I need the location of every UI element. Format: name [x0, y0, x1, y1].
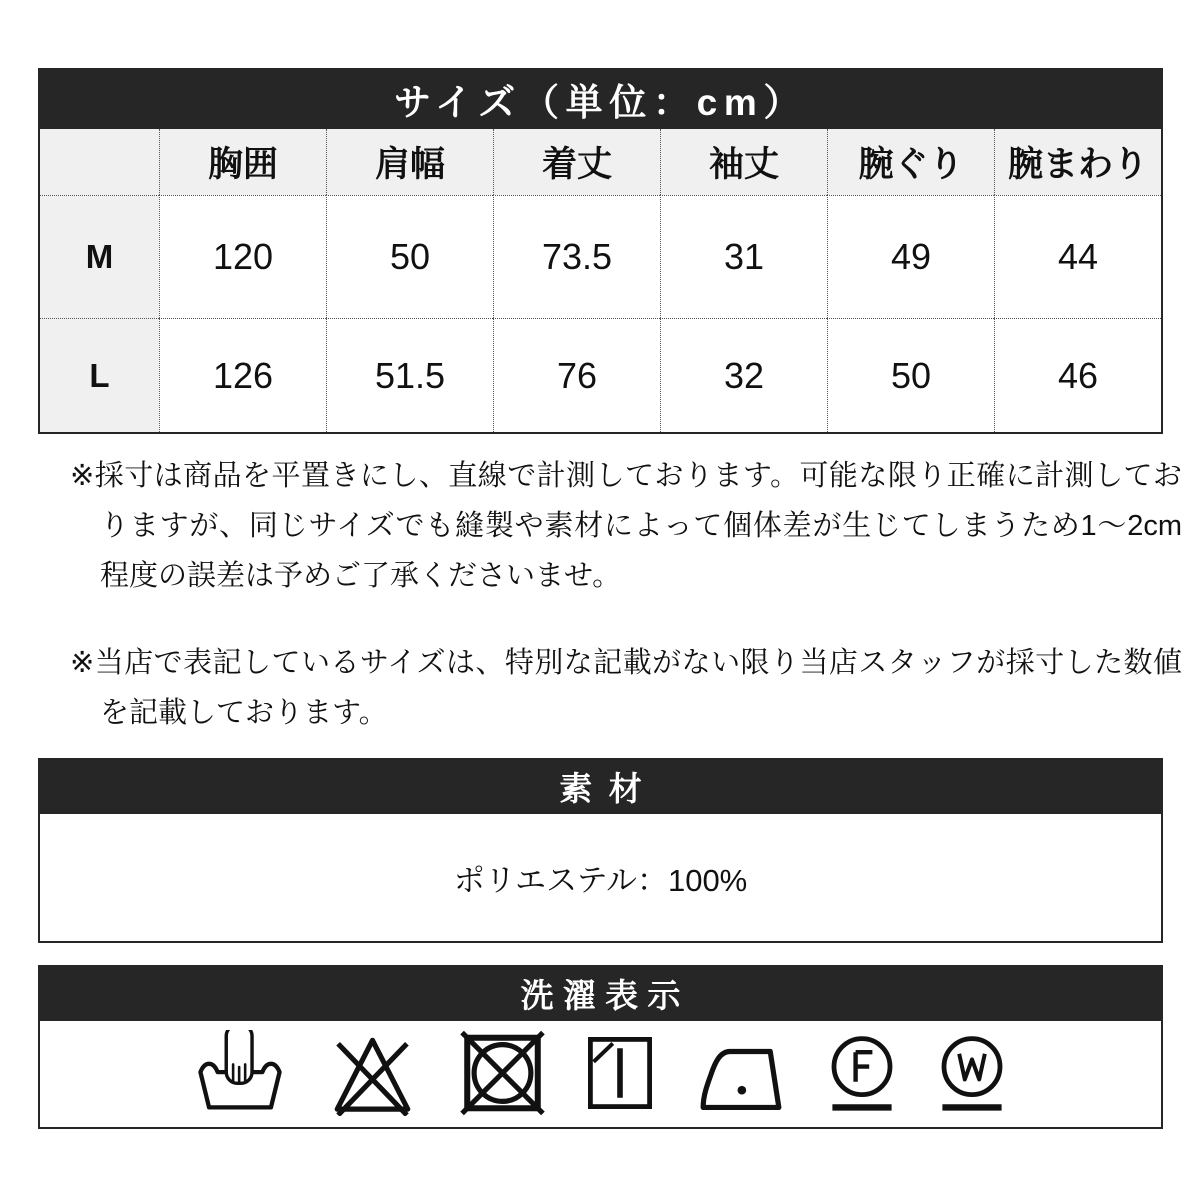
- size-value: 31: [660, 195, 827, 318]
- dry-clean-F-gentle-icon: [822, 1030, 902, 1116]
- do-not-tumble-dry-icon: [455, 1030, 550, 1116]
- size-value: 32: [660, 318, 827, 432]
- drip-dry-in-shade-icon: [580, 1030, 660, 1116]
- size-value: 50: [326, 195, 493, 318]
- size-value: 49: [827, 195, 994, 318]
- column-header: 腕ぐり: [827, 129, 994, 195]
- column-header: 袖丈: [660, 129, 827, 195]
- table-corner-cell: [40, 129, 159, 195]
- size-row-label: M: [40, 195, 159, 318]
- laundry-symbols-row: [38, 1021, 1163, 1129]
- size-value: 120: [159, 195, 326, 318]
- laundry-section-header: [38, 965, 1163, 1021]
- size-value: 76: [493, 318, 660, 432]
- material-section: [38, 758, 1163, 943]
- material-section-header: [38, 758, 1163, 814]
- size-section: [38, 68, 1163, 434]
- wet-clean-W-gentle-icon: [932, 1030, 1012, 1116]
- size-row-label: L: [40, 318, 159, 432]
- material-value: ポリエステル：100%: [453, 863, 748, 898]
- size-value: 44: [994, 195, 1161, 318]
- size-value: 126: [159, 318, 326, 432]
- column-header: 肩幅: [326, 129, 493, 195]
- material-body: [38, 814, 1163, 943]
- measurement-note: ※採寸は商品を平置きにし、直線で計測しております。可能な限り正確に計測しておりますが、同じサイズでも縫製や素材によって個体差が生じてしまうため1〜2cm程度の誤差は予めご了承くださいませ。: [70, 460, 1182, 592]
- laundry-section: [38, 965, 1163, 1129]
- size-table: [38, 129, 1163, 434]
- column-header: 胸囲: [159, 129, 326, 195]
- size-value: 73.5: [493, 195, 660, 318]
- staff-measured-note: ※当店で表記しているサイズは、特別な記載がない限り当店スタッフが採寸した数値を記載しております。: [70, 647, 1182, 729]
- do-not-bleach-icon: [320, 1030, 425, 1116]
- laundry-section-title: 洗濯表示: [520, 976, 690, 1014]
- size-section-header: [38, 68, 1163, 129]
- iron-low-icon: [690, 1030, 792, 1116]
- size-section-title: サイズ（単位：cm）: [393, 81, 808, 123]
- column-header: 着丈: [493, 129, 660, 195]
- material-section-title: 素材: [559, 769, 659, 807]
- size-value: 46: [994, 318, 1161, 432]
- hand-wash-icon: [190, 1030, 290, 1116]
- column-header: 腕まわり: [994, 129, 1161, 195]
- size-value: 51.5: [326, 318, 493, 432]
- size-value: 50: [827, 318, 994, 432]
